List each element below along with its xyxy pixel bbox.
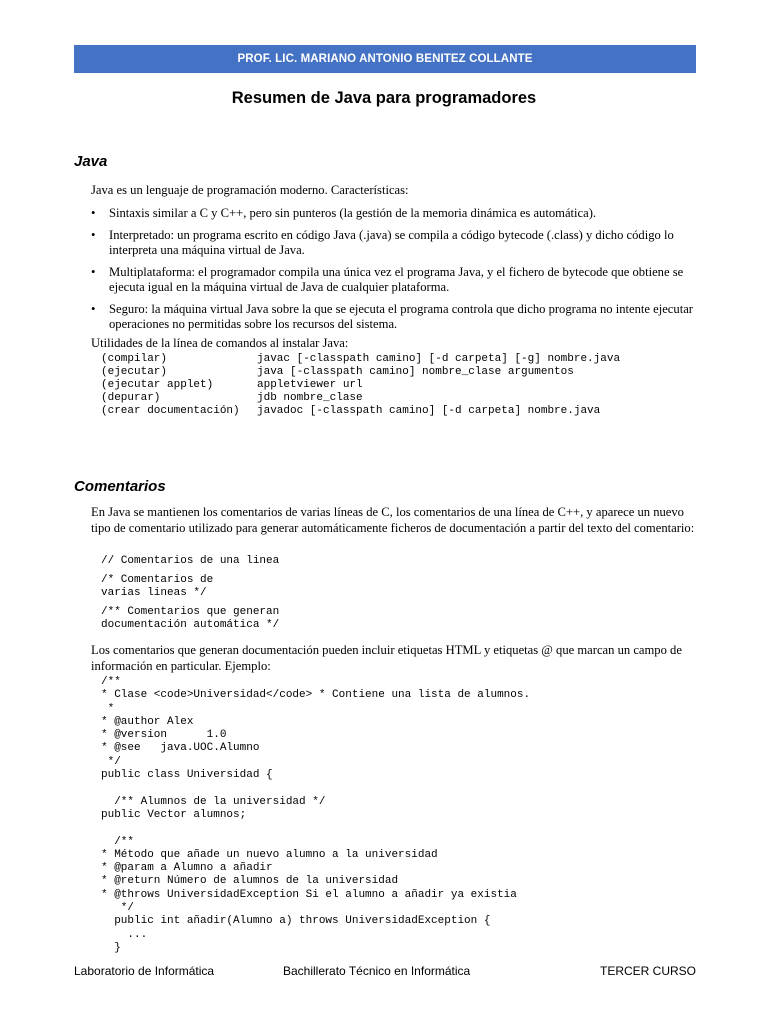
command-syntax: java [-classpath camino] nombre_clase argumentos [257, 366, 574, 378]
page-footer [74, 964, 696, 980]
command-label: (crear documentación) [101, 405, 240, 417]
single-line-comment-example: // Comentarios de una linea [101, 555, 280, 567]
command-syntax: javac [-classpath camino] [-d carpeta] [-g] nombre.java [257, 353, 621, 365]
command-syntax: jdb nombre_clase [257, 392, 363, 404]
command-syntax: appletviewer url [257, 379, 363, 391]
command-syntax: javadoc [-classpath camino] [-d carpeta] nombre.java [257, 405, 601, 417]
multi-line-comment-example: /* Comentarios de varias lineas */ [101, 574, 214, 600]
list-item: • Seguro: la máquina virtual Java sobre la que se ejecuta el programa controla que dicho programa no intente ejecutar operaciones no permitidas sobre los recursos del sistema. [91, 302, 703, 333]
doc-comment-example: /** Comentarios que generan documentación automática */ [101, 606, 280, 632]
footer-right: TERCER CURSO [599, 964, 696, 978]
list-item: • Multiplataforma: el programador compila una única vez el programa Java, y el fichero de bytecode que obtiene se ejecuta igual en la máquina virtual de Java de cualquier plataforma. [91, 265, 703, 296]
java-features-list [91, 206, 703, 339]
page-title: Resumen de Java para programadores [231, 89, 537, 107]
header-author-band: PROF. LIC. MARIANO ANTONIO BENITEZ COLLANTE [74, 45, 696, 73]
list-item: • Sintaxis similar a C y C++, pero sin punteros (la gestión de la memoria dinámica es automática). [91, 206, 703, 222]
doc-comments-intro: Los comentarios que generan documentación pueden incluir etiquetas HTML y etiquetas @ que marcan un campo de información en particular. Ejemplo: [91, 643, 682, 673]
command-label: (ejecutar applet) [101, 379, 214, 391]
list-item: • Interpretado: un programa escrito en código Java (.java) se compila a código bytecode (.class) y dicho código lo interpreta una máquina virtual de Java. [91, 228, 703, 259]
footer-left: Laboratorio de Informática [74, 964, 215, 978]
comentarios-intro: En Java se mantienen los comentarios de varias líneas de C, los comentarios de una línea de C++, y aparece un nuevo tipo de comentario utilizado para generar automáticamente ficheros de documentación a partir del texto del comentario: [91, 505, 695, 535]
section-heading-comentarios: Comentarios [74, 478, 166, 495]
command-label: (compilar) [101, 353, 168, 365]
utilities-intro: Utilidades de la línea de comandos al instalar Java: [91, 336, 349, 350]
javadoc-example-code: /** * Clase <code>Universidad</code> * Contiene una lista de alumnos. * * @author Alex * @version 1.0 * @see java.UOC.Alumno */ public class Universidad { /** Alumnos de la universidad */ public Vector alumnos; /** * Método que añade un nuevo alumno a la universidad * @param a Alumno a añadir * @return Número de alumnos de la universidad * @throws UniversidadException Si el alumno a añadir ya existia */ public int añadir(Alumno a) throws UniversidadException { ... } [101, 676, 531, 954]
command-label: (depurar) [101, 392, 161, 404]
section-heading-java: Java [74, 153, 108, 170]
command-label: (ejecutar) [101, 366, 168, 378]
footer-center: Bachillerato Técnico en Informática [283, 964, 471, 978]
java-intro: Java es un lenguaje de programación moderno. Características: [91, 183, 409, 197]
